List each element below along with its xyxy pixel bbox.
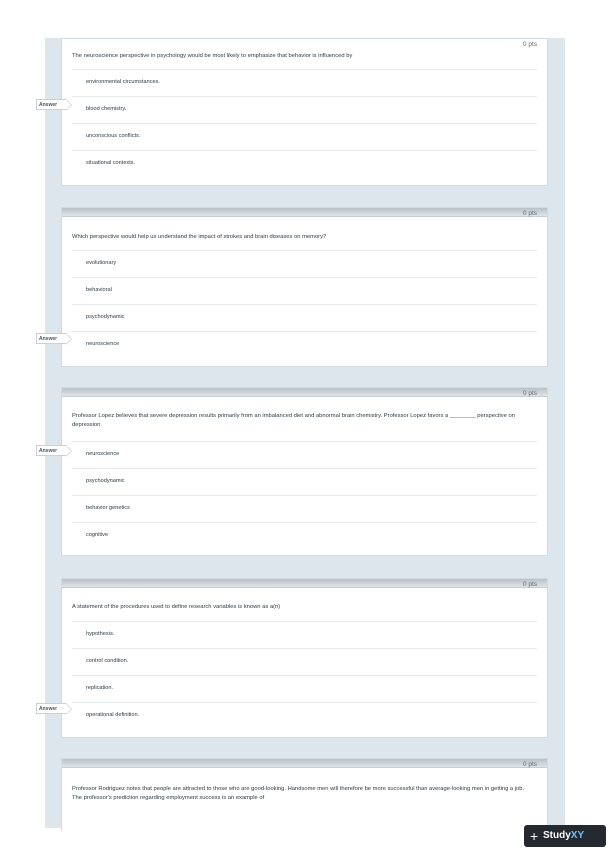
correct-answer-tag: Answer: [36, 445, 66, 456]
question-card-4: [61, 578, 548, 738]
question-points: 0 pts: [522, 210, 537, 217]
question-points: 0 pts: [522, 41, 537, 48]
answer-list: [72, 69, 537, 177]
answer-option[interactable]: [72, 441, 537, 468]
answer-label: control condition.: [86, 658, 129, 664]
answer-option[interactable]: [72, 96, 537, 123]
answer-list: [72, 250, 537, 358]
answer-label: replication.: [86, 685, 114, 691]
answer-label: hypothesis.: [86, 631, 115, 637]
answer-list: [72, 621, 537, 729]
question-text: A statement of the procedures used to define research variables is known as a(n): [72, 604, 281, 610]
question-text: Which perspective would help us understand the impact of strokes and brain diseases on memory?: [72, 234, 327, 240]
plus-icon: +: [530, 828, 539, 844]
question-points: 0 pts: [522, 761, 537, 768]
answer-label: behavioral: [86, 287, 112, 293]
answer-label: unconscious conflicts.: [86, 133, 141, 139]
logo-word-main: Study: [543, 830, 571, 841]
logo-text: [543, 830, 584, 842]
answer-label: psychodynamic: [86, 478, 125, 484]
answer-option[interactable]: [72, 702, 537, 729]
answer-option[interactable]: [72, 331, 537, 358]
answer-option[interactable]: [72, 304, 537, 331]
answer-label: psychodynamic: [86, 314, 125, 320]
answer-label: neuroscience: [86, 451, 120, 457]
answer-option[interactable]: [72, 69, 537, 96]
card-header: [62, 579, 547, 588]
answer-option[interactable]: [72, 621, 537, 648]
question-points: 0 pts: [522, 581, 537, 588]
question-text: The neuroscience perspective in psychology would be most likely to emphasize that behavior is influenced by: [72, 53, 353, 59]
answer-label: environmental circumstances.: [86, 79, 160, 85]
answer-option[interactable]: [72, 495, 537, 522]
question-card-2: [61, 207, 548, 367]
answer-label: evolutionary: [86, 260, 117, 266]
question-text: Professor Lopez believes that severe depression results primarily from an imbalanced diet and abnormal brain chemistry. Professor Lopez favors a ________ perspective on depression.: [72, 413, 515, 428]
answer-label: blood chemistry.: [86, 106, 127, 112]
card-header: [62, 208, 547, 217]
answer-label: situational contexts.: [86, 160, 136, 166]
question-card-1: [61, 38, 548, 186]
answer-label: operational definition.: [86, 712, 140, 718]
answer-label: cognitive: [86, 532, 109, 538]
answer-list: [72, 441, 537, 549]
answer-option[interactable]: [72, 150, 537, 177]
answer-option[interactable]: [72, 277, 537, 304]
correct-answer-tag: Answer: [36, 99, 66, 110]
card-header: [62, 759, 547, 768]
answer-option[interactable]: [72, 648, 537, 675]
question-card-3: [61, 387, 548, 556]
answer-option[interactable]: [72, 123, 537, 150]
correct-answer-tag: Answer: [36, 333, 66, 344]
question-text: Professor Rodriguez notes that people are attracted to those who are good-looking. Handsome men will therefore be more successful than average-looking men in getting a job. The professor's prediction regarding employment success is an example of: [72, 786, 525, 801]
answer-option[interactable]: [72, 522, 537, 549]
correct-answer-tag: Answer: [36, 703, 66, 714]
card-header: [62, 388, 547, 397]
answer-label: behavior genetics: [86, 505, 130, 511]
answer-label: neuroscience: [86, 341, 120, 347]
question-card-5: [61, 758, 548, 831]
studyxy-logo: [524, 825, 606, 847]
answer-option[interactable]: [72, 468, 537, 495]
answer-option[interactable]: [72, 250, 537, 277]
logo-word-accent: XY: [570, 830, 585, 841]
answer-option[interactable]: [72, 675, 537, 702]
question-points: 0 pts: [522, 390, 537, 397]
